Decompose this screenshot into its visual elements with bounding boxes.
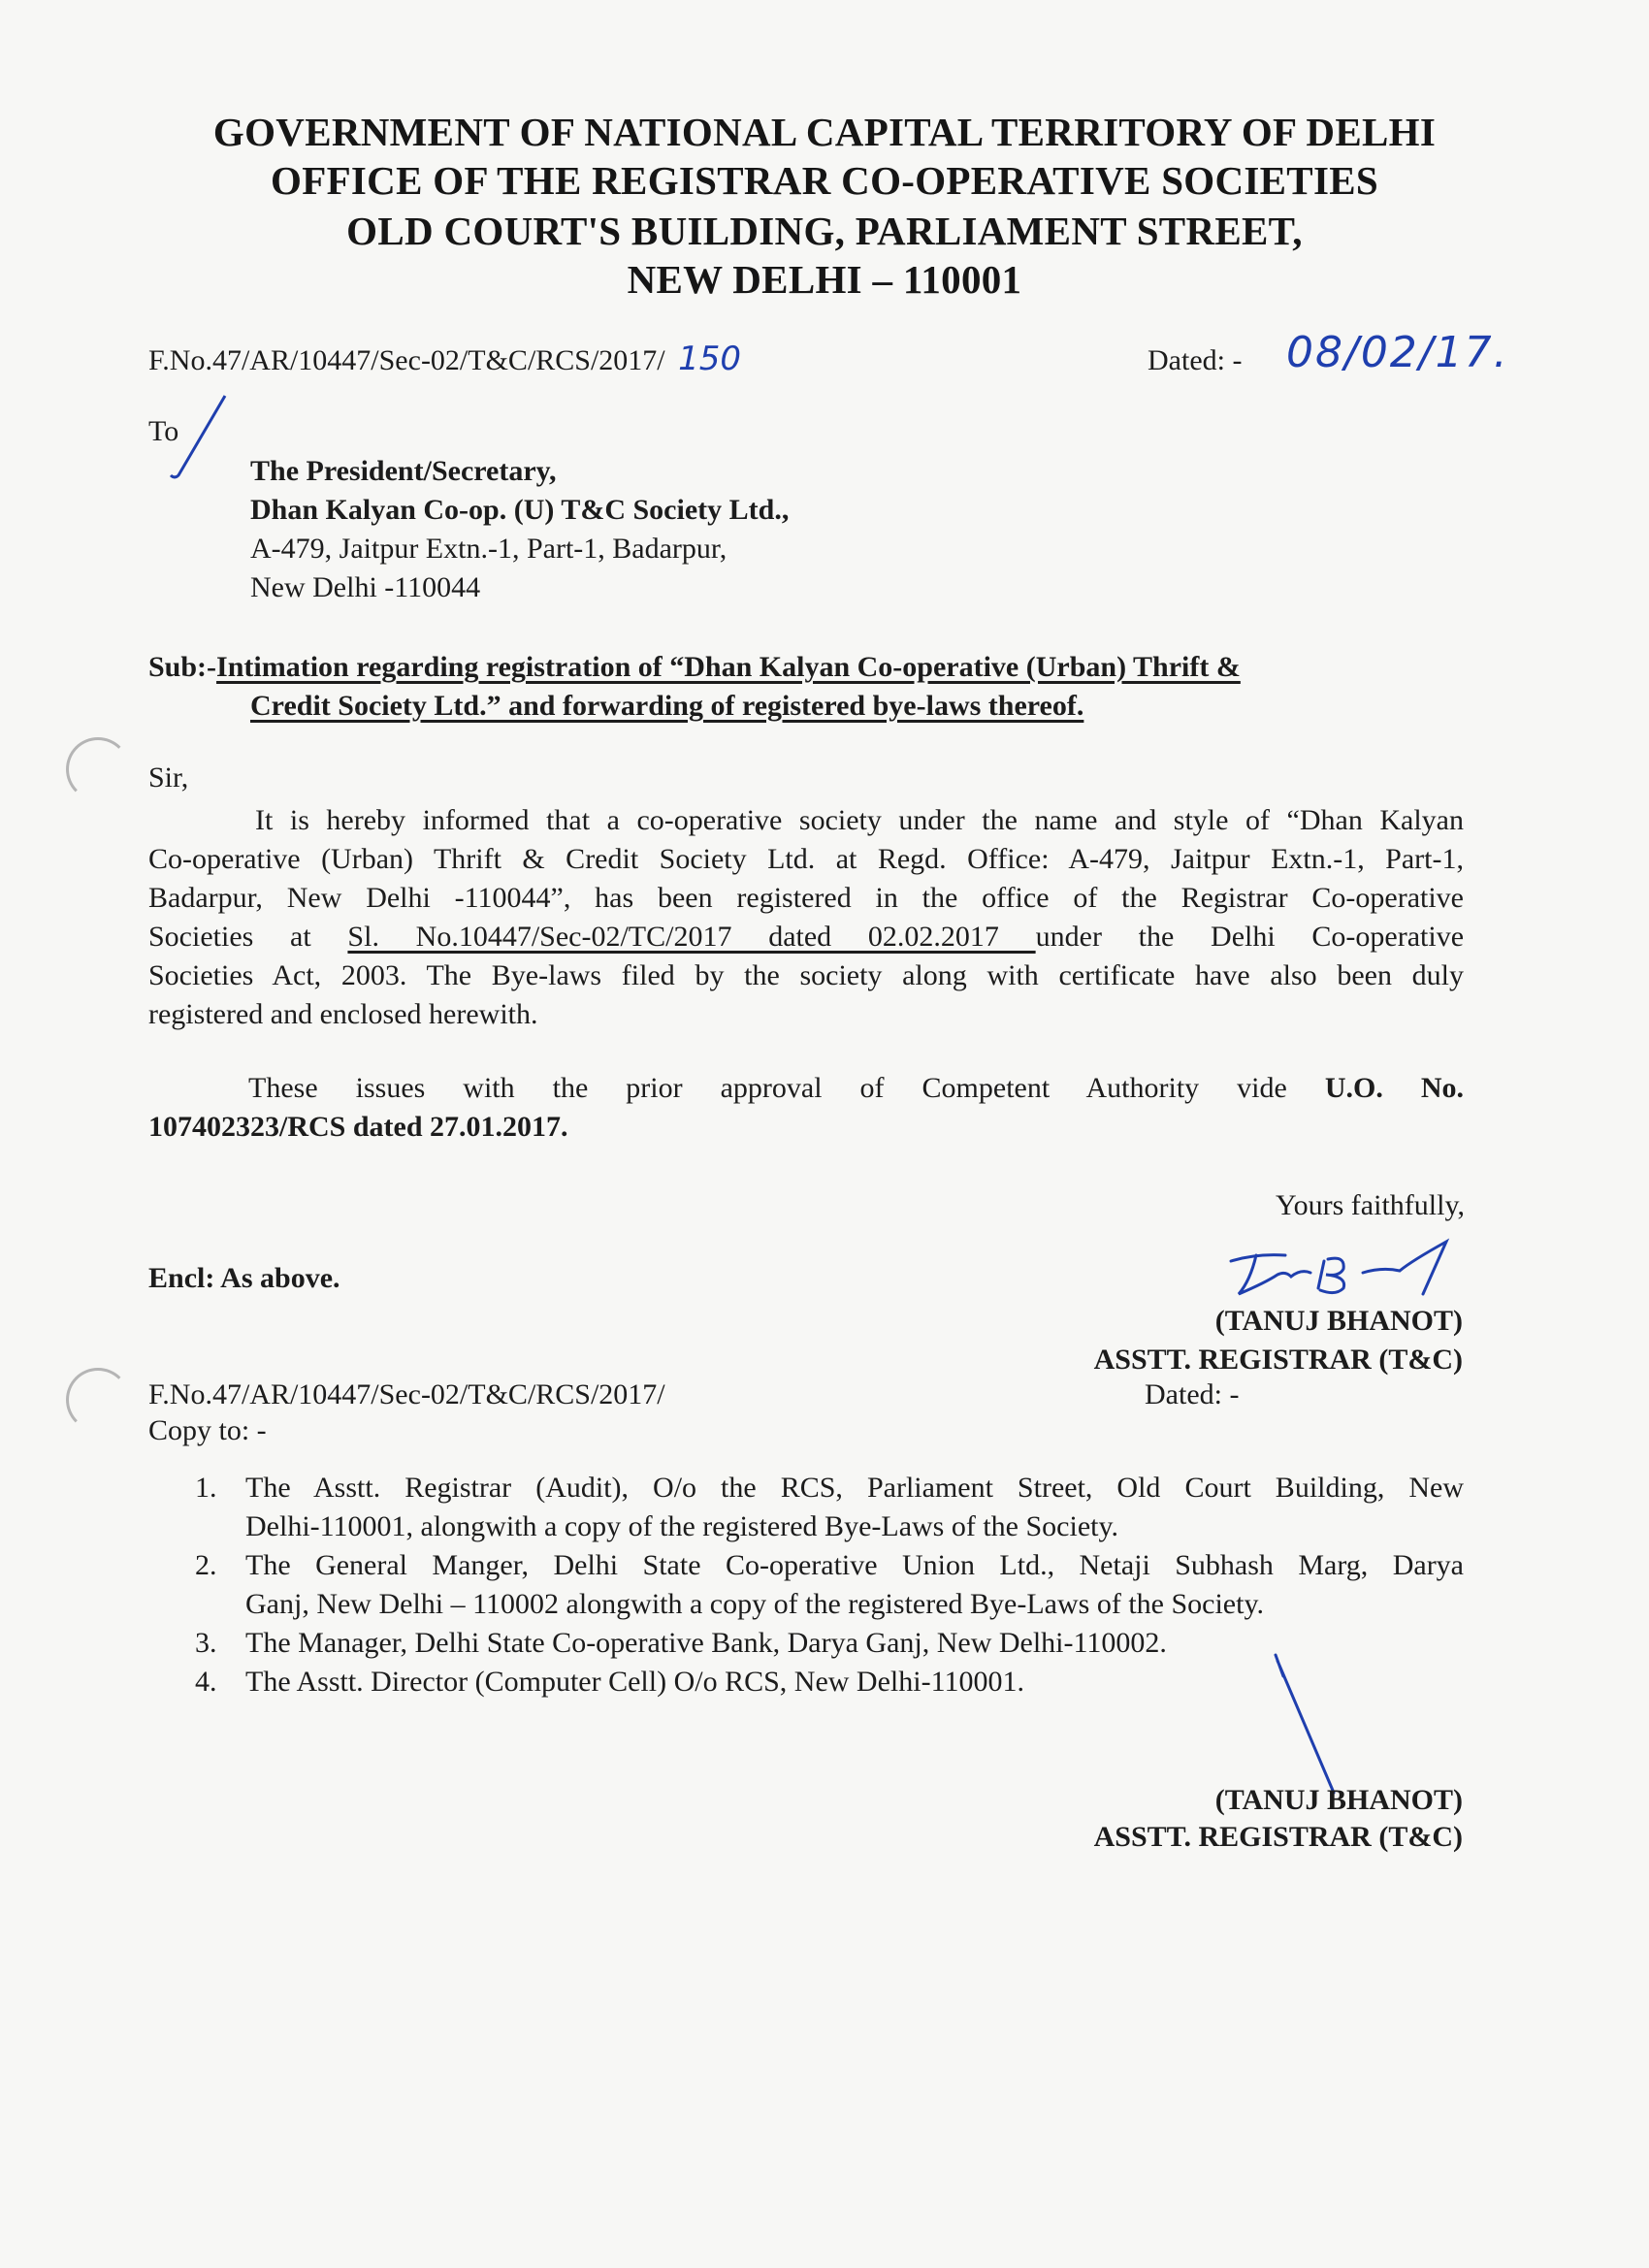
copy-file-number: F.No.47/AR/10447/Sec-02/T&C/RCS/2017/ (148, 1378, 665, 1410)
uo-number-value: 107402323/RCS dated 27.01.2017. (148, 1111, 568, 1143)
copy-item-line-1: The Asstt. Registrar (Audit), O/o the RCS, Parliament Street, Old Court Building, New (245, 1472, 1464, 1504)
copy-item-number: 3. (195, 1627, 217, 1659)
subject-line-2: Credit Society Ltd.” and forwarding of registered bye-laws thereof. (250, 690, 1084, 722)
para1-line-1: It is hereby informed that a co-operative society under the name and style of “Dhan Kalyan (255, 804, 1464, 836)
copy-item (148, 1469, 1464, 1546)
handwritten-signature-stroke (1266, 1651, 1373, 1797)
enclosure-note: Encl: As above. (148, 1262, 340, 1294)
handwritten-date: 08/02/17. (1286, 328, 1509, 377)
file-number (148, 340, 741, 380)
para1-line-3: Badarpur, New Delhi -110044”, has been registered in the office of the Registrar Co-operative (148, 882, 1464, 914)
para2-line-1-text: These issues with the prior approval of Competent Authority vide (248, 1072, 1287, 1104)
copy-item-line-1: The General Manger, Delhi State Co-operative Union Ltd., Netaji Subhash Marg, Darya (245, 1549, 1464, 1581)
copy-item-line-1: The Manager, Delhi State Co-operative Bank, Darya Ganj, New Delhi-110002. (245, 1627, 1167, 1659)
to-label: To (148, 415, 179, 447)
para1-line-6: registered and enclosed herewith. (148, 998, 538, 1030)
handwritten-tick-mark (167, 388, 244, 485)
para1-line-4 (148, 918, 1464, 956)
paragraph-1 (148, 801, 1464, 1034)
punch-hole-top (66, 737, 130, 801)
copy-item-number: 4. (195, 1666, 217, 1698)
addressee-line-2: Dhan Kalyan Co-op. (U) T&C Society Ltd., (250, 494, 790, 526)
yours-faithfully: Yours faithfully, (1275, 1189, 1465, 1221)
copy-signatory-name: (TANUJ BHANOT) (1214, 1784, 1463, 1816)
salutation: Sir, (148, 761, 189, 794)
header-line-1: GOVERNMENT OF NATIONAL CAPITAL TERRITORY OF DELHI (212, 110, 1437, 154)
addressee-line-1: The President/Secretary, (250, 455, 557, 487)
copy-item-number: 2. (195, 1549, 217, 1581)
file-number-text: F.No.47/AR/10447/Sec-02/T&C/RCS/2017/ (148, 344, 665, 376)
addressee-line-3: A-479, Jaitpur Extn.-1, Part-1, Badarpur, (250, 533, 728, 565)
signature (1217, 1232, 1479, 1310)
dated-label: Dated: - (1148, 344, 1243, 376)
header-line-2: OFFICE OF THE REGISTRAR CO-OPERATIVE SOCIETIES (271, 158, 1378, 203)
para1-line-2: Co-operative (Urban) Thrift & Credit Society Ltd. at Regd. Office: A-479, Jaitpur Extn.-1, Part-1, (148, 843, 1464, 875)
uo-number-label: U.O. No. (1324, 1072, 1464, 1104)
signatory-title: ASSTT. REGISTRAR (T&C) (1093, 1344, 1463, 1376)
subject-line-1 (148, 648, 1466, 687)
copy-to-label: Copy to: - (148, 1414, 267, 1446)
copy-signatory-title: ASSTT. REGISTRAR (T&C) (1093, 1821, 1463, 1853)
para1-line-4-post: under the Delhi Co-operative (1035, 921, 1465, 953)
subject-text-1: Intimation regarding registration of “Dhan Kalyan Co-operative (Urban) Thrift & (216, 651, 1241, 683)
signatory-name: (TANUJ BHANOT) (1214, 1305, 1463, 1337)
registration-number-underlined: Sl. No.10447/Sec-02/TC/2017 dated 02.02.2017 (347, 921, 1036, 953)
para2-line-1 (148, 1069, 1464, 1108)
addressee-line-4: New Delhi -110044 (250, 571, 481, 603)
addressee-block (250, 452, 789, 607)
handwritten-letter-number: 150 (678, 340, 742, 378)
punch-hole-bottom (66, 1368, 130, 1432)
para1-line-5: Societies Act, 2003. The Bye-laws filed by the society along with certificate have also been duly (148, 959, 1464, 991)
copy-item-line-1: The Asstt. Director (Computer Cell) O/o RCS, New Delhi-110001. (245, 1666, 1024, 1698)
header-line-3: OLD COURT'S BUILDING, PARLIAMENT STREET, (346, 209, 1303, 253)
copy-item-number: 1. (195, 1472, 217, 1504)
paragraph-2 (148, 1069, 1464, 1147)
subject-prefix: Sub:- (148, 651, 217, 683)
copy-item (148, 1546, 1464, 1624)
header-line-4: NEW DELHI – 110001 (627, 257, 1022, 302)
copy-dated-label: Dated: - (1145, 1378, 1240, 1410)
copy-item-line-2: Ganj, New Delhi – 110002 alongwith a copy of the registered Bye-Laws of the Society. (245, 1588, 1264, 1620)
copy-item-line-2: Delhi-110001, alongwith a copy of the registered Bye-Laws of the Society. (245, 1510, 1119, 1542)
para1-line-4-pre: Societies at (148, 921, 348, 953)
